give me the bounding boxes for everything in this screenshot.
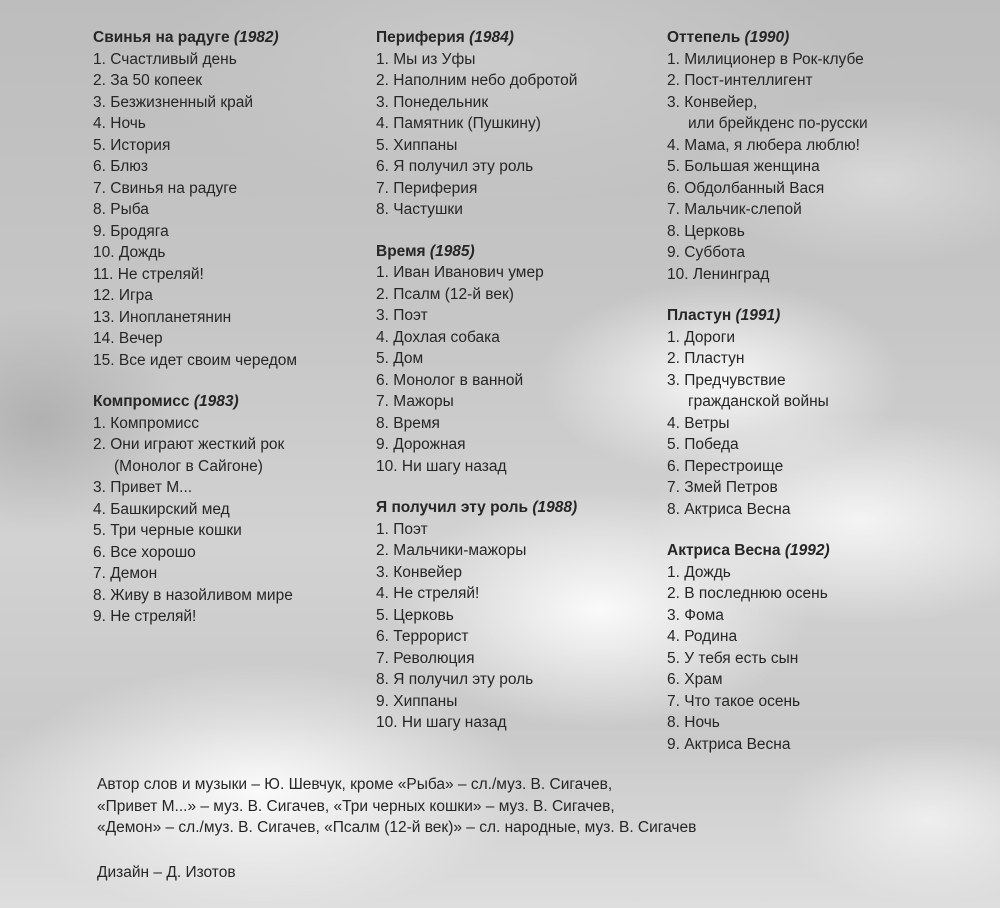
track-title: Компромисс xyxy=(110,414,200,432)
track-title: Мальчики-мажоры xyxy=(393,542,527,559)
track-item xyxy=(93,350,363,372)
track-number: 3. xyxy=(93,479,106,496)
track-item xyxy=(376,413,656,435)
track-item xyxy=(376,605,656,627)
track-item xyxy=(93,499,363,521)
credits-line: Автор слов и музыки – Ю. Шевчук, кроме «Рыба» – сл./муз. В. Сигачев, xyxy=(97,776,613,793)
track-title: Мама, я любера люблю! xyxy=(684,136,860,154)
track-item xyxy=(667,648,987,670)
track-item xyxy=(667,734,987,756)
track-item xyxy=(93,520,363,542)
album-year: (1982) xyxy=(233,29,279,46)
column-1 xyxy=(93,27,363,648)
design-credit: Дизайн – Д. Изотов xyxy=(97,864,236,881)
track-title: Памятник (Пушкину) xyxy=(393,115,541,132)
track-item xyxy=(376,92,656,114)
track-title-continued: или брейкденс по-русски xyxy=(688,115,868,132)
track-item xyxy=(667,669,987,691)
album-name: Время xyxy=(376,242,426,260)
track-item xyxy=(376,562,656,584)
track-item xyxy=(93,264,363,286)
track-number: 8. xyxy=(93,586,106,604)
album-title xyxy=(93,391,363,413)
track-title: Актриса Весна xyxy=(684,500,791,518)
track-title: В последнюю осень xyxy=(684,585,828,602)
track-number: 9. xyxy=(376,436,389,453)
track-item xyxy=(667,562,987,584)
track-number: 14. xyxy=(93,330,115,347)
track-title: Блюз xyxy=(110,158,149,175)
track-number: 10. xyxy=(93,244,115,261)
track-number: 13. xyxy=(93,308,115,326)
track-number: 6. xyxy=(667,179,680,197)
album-year: (1983) xyxy=(193,393,239,410)
album-title xyxy=(93,27,363,49)
track-title: Безжизненный край xyxy=(110,93,254,111)
track-title: Суббота xyxy=(684,244,745,261)
track-title: У тебя есть сын xyxy=(684,649,799,667)
track-number: 1. xyxy=(376,520,389,538)
track-item xyxy=(667,605,987,627)
album-year: (1991) xyxy=(735,307,781,324)
album-title xyxy=(376,241,656,263)
track-item xyxy=(667,348,987,370)
track-title: Конвейер, xyxy=(684,93,758,111)
track-item xyxy=(667,135,987,157)
track-item xyxy=(93,307,363,329)
track-item xyxy=(376,540,656,562)
track-title: Пластун xyxy=(684,350,745,367)
album-year: (1988) xyxy=(532,499,578,516)
column-2 xyxy=(376,27,656,754)
track-title: Не стреляй! xyxy=(393,585,480,602)
track-item xyxy=(93,413,363,435)
track-number: 15. xyxy=(93,351,115,369)
track-title: Вечер xyxy=(118,330,163,347)
track-number: 5. xyxy=(93,522,106,539)
track-number: 1. xyxy=(667,563,680,581)
track-number: 4. xyxy=(667,628,680,645)
album-name: Компромисс xyxy=(93,393,190,410)
track-number: 7. xyxy=(376,179,389,197)
track-number: 6. xyxy=(667,457,680,475)
track-title: Дороги xyxy=(684,328,736,346)
track-title: Понедельник xyxy=(393,93,489,111)
track-title: Хиппаны xyxy=(393,136,458,154)
track-title: Победа xyxy=(684,436,739,453)
album-block xyxy=(376,241,656,478)
track-title: Иван Иванович умер xyxy=(393,264,544,281)
track-number: 1. xyxy=(667,50,680,68)
track-title: Монолог в ванной xyxy=(393,371,524,389)
track-item xyxy=(667,499,987,521)
track-title: Бродяга xyxy=(110,222,169,240)
track-title: Ночь xyxy=(110,115,146,132)
track-item xyxy=(93,49,363,71)
album-block xyxy=(93,391,363,628)
track-title: Дом xyxy=(393,350,424,367)
track-number: 1. xyxy=(667,328,680,346)
track-title: Мы из Уфы xyxy=(393,50,476,68)
track-number: 3. xyxy=(376,563,389,581)
track-item xyxy=(376,370,656,392)
track-number: 9. xyxy=(667,244,680,261)
track-item xyxy=(376,391,656,413)
track-item xyxy=(376,348,656,370)
track-item xyxy=(93,156,363,178)
track-number: 6. xyxy=(376,371,389,389)
track-item xyxy=(376,284,656,306)
track-item xyxy=(667,242,987,264)
credits-block xyxy=(97,774,696,839)
track-title: Три черные кошки xyxy=(110,522,242,539)
track-item xyxy=(376,456,656,478)
track-number: 8. xyxy=(376,201,389,218)
track-title: Счастливый день xyxy=(110,50,237,68)
track-number: 8. xyxy=(667,714,680,731)
track-number: 4. xyxy=(376,328,389,346)
track-title: Время xyxy=(393,414,440,432)
album-name: Актриса Весна xyxy=(667,542,781,559)
track-title: Они играют жесткий рок xyxy=(110,436,285,453)
track-number: 7. xyxy=(93,565,106,582)
track-number: 10. xyxy=(376,457,398,475)
track-number: 3. xyxy=(667,93,680,111)
track-number: 8. xyxy=(667,500,680,518)
track-number: 5. xyxy=(667,158,680,175)
track-number: 9. xyxy=(667,735,680,753)
track-title: Змей Петров xyxy=(684,479,778,496)
track-number: 4. xyxy=(667,414,680,432)
track-item xyxy=(376,113,656,135)
track-title: Мажоры xyxy=(393,393,454,410)
track-title: Привет М... xyxy=(110,479,193,496)
track-title: Свинья на радуге xyxy=(110,179,238,197)
track-title: Рыба xyxy=(110,201,149,218)
track-item xyxy=(667,92,987,135)
track-number: 2. xyxy=(667,350,680,367)
track-number: 7. xyxy=(667,201,680,218)
track-item xyxy=(667,626,987,648)
track-title: Периферия xyxy=(393,179,478,197)
credits-line: «Привет М...» – муз. В. Сигачев, «Три черных кошки» – муз. В. Сигачев, xyxy=(97,797,615,815)
track-title: Милиционер в Рок-клубе xyxy=(684,50,864,68)
track-title: Что такое осень xyxy=(684,692,801,710)
track-number: 10. xyxy=(376,714,398,731)
track-item xyxy=(376,178,656,200)
track-number: 8. xyxy=(667,222,680,240)
album-year: (1992) xyxy=(784,542,830,559)
track-title-continued: (Монолог в Сайгоне) xyxy=(114,457,263,475)
track-title: Дождь xyxy=(684,563,731,581)
track-item xyxy=(376,434,656,456)
track-title: Дохлая собака xyxy=(393,328,500,346)
track-title: Церковь xyxy=(684,222,745,240)
track-item xyxy=(93,242,363,264)
track-title: Наполним небо добротой xyxy=(393,72,578,89)
track-title: История xyxy=(110,136,171,154)
track-item xyxy=(93,221,363,243)
track-number: 5. xyxy=(376,136,389,154)
track-title: Дождь xyxy=(118,244,166,261)
track-item xyxy=(376,691,656,713)
track-number: 4. xyxy=(93,115,106,132)
track-title: Обдолбанный Вася xyxy=(684,179,825,197)
track-title: Предчувствие xyxy=(684,371,786,389)
track-item xyxy=(93,477,363,499)
track-title: Поэт xyxy=(393,520,428,538)
album-title xyxy=(376,497,656,519)
album-block xyxy=(376,497,656,734)
track-item xyxy=(93,434,363,477)
track-number: 10. xyxy=(667,265,689,283)
track-title: Я получил эту роль xyxy=(393,158,534,175)
track-item xyxy=(376,712,656,734)
track-number: 9. xyxy=(376,692,389,710)
track-title: Церковь xyxy=(393,606,454,624)
track-title: Большая женщина xyxy=(684,158,820,175)
track-item xyxy=(667,178,987,200)
track-item xyxy=(376,199,656,221)
track-number: 6. xyxy=(93,543,106,561)
track-number: 4. xyxy=(376,585,389,602)
track-title: Родина xyxy=(684,628,738,645)
track-number: 2. xyxy=(667,585,680,602)
track-item xyxy=(93,135,363,157)
credits-line: «Демон» – сл./муз. В. Сигачев, «Псалм (12-й век)» – сл. народные, муз. В. Сигачев xyxy=(97,819,697,836)
track-title: Актриса Весна xyxy=(684,735,791,753)
track-title: Живу в назойливом мире xyxy=(110,586,293,604)
album-name: Свинья на радуге xyxy=(93,29,230,46)
album-name: Пластун xyxy=(667,307,732,324)
track-number: 7. xyxy=(376,649,389,667)
track-title: Частушки xyxy=(393,201,463,218)
track-item xyxy=(376,327,656,349)
album-title xyxy=(376,27,656,49)
track-title: Ленинград xyxy=(692,265,770,283)
track-item xyxy=(93,113,363,135)
album-name: Оттепель xyxy=(667,29,741,46)
track-item xyxy=(667,712,987,734)
track-title: Храм xyxy=(684,671,723,688)
track-title: Поэт xyxy=(393,307,428,324)
track-title: Инопланетянин xyxy=(118,308,232,326)
track-item xyxy=(376,583,656,605)
track-number: 2. xyxy=(376,542,389,559)
track-item xyxy=(376,626,656,648)
track-item xyxy=(667,434,987,456)
track-item xyxy=(93,542,363,564)
track-number: 4. xyxy=(376,115,389,132)
track-title: Пост-интеллигент xyxy=(684,72,813,89)
track-item xyxy=(667,221,987,243)
track-number: 2. xyxy=(93,72,106,89)
track-item xyxy=(376,262,656,284)
track-item xyxy=(93,328,363,350)
track-number: 4. xyxy=(93,500,106,518)
track-number: 7. xyxy=(376,393,389,410)
track-item xyxy=(376,648,656,670)
track-item xyxy=(93,285,363,307)
track-item xyxy=(93,178,363,200)
track-number: 5. xyxy=(667,649,680,667)
track-item xyxy=(667,456,987,478)
track-number: 3. xyxy=(376,93,389,111)
track-number: 1. xyxy=(376,264,389,281)
track-title: Не стреляй! xyxy=(110,608,197,625)
track-number: 6. xyxy=(376,628,389,645)
track-item xyxy=(667,199,987,221)
track-item xyxy=(93,92,363,114)
track-title: Ни шагу назад xyxy=(401,714,507,731)
track-item xyxy=(93,199,363,221)
track-item xyxy=(667,477,987,499)
album-title xyxy=(667,540,987,562)
track-item xyxy=(667,49,987,71)
track-title: Конвейер xyxy=(393,563,463,581)
track-number: 11. xyxy=(93,265,114,283)
track-number: 3. xyxy=(376,307,389,324)
track-item xyxy=(667,370,987,413)
track-title: Революция xyxy=(393,649,475,667)
track-title-continued: гражданской войны xyxy=(688,393,829,410)
track-item xyxy=(376,669,656,691)
track-number: 1. xyxy=(93,414,106,432)
album-year: (1984) xyxy=(469,29,514,46)
track-number: 9. xyxy=(93,608,106,625)
track-title: Террорист xyxy=(393,628,469,645)
track-item xyxy=(667,413,987,435)
track-item xyxy=(667,583,987,605)
track-item xyxy=(667,327,987,349)
track-number: 6. xyxy=(376,158,389,175)
track-number: 6. xyxy=(93,158,106,175)
track-number: 6. xyxy=(667,671,680,688)
track-item xyxy=(93,70,363,92)
album-block xyxy=(667,305,987,520)
track-title: Демон xyxy=(110,565,158,582)
track-title: Игра xyxy=(118,287,153,304)
track-number: 4. xyxy=(667,136,680,154)
album-block xyxy=(667,27,987,285)
track-number: 8. xyxy=(93,201,106,218)
album-title xyxy=(667,305,987,327)
track-number: 12. xyxy=(93,287,115,304)
album-block xyxy=(376,27,656,221)
track-title: Перестроище xyxy=(684,457,784,475)
track-number: 5. xyxy=(667,436,680,453)
track-title: Башкирский мед xyxy=(110,500,230,518)
album-year: (1985) xyxy=(429,242,475,260)
album-name: Периферия xyxy=(376,29,465,46)
track-number: 2. xyxy=(376,285,389,303)
track-item xyxy=(376,305,656,327)
track-number: 2. xyxy=(667,72,680,89)
track-number: 8. xyxy=(376,414,389,432)
track-item xyxy=(93,606,363,628)
album-block xyxy=(667,540,987,755)
track-title: Хиппаны xyxy=(393,692,458,710)
album-block xyxy=(93,27,363,371)
track-item xyxy=(667,70,987,92)
track-title: Ветры xyxy=(684,414,730,432)
track-number: 2. xyxy=(93,436,106,453)
track-title: Все идет своим чередом xyxy=(118,351,298,369)
track-number: 3. xyxy=(667,606,680,624)
track-item xyxy=(667,156,987,178)
track-title: Мальчик-слепой xyxy=(684,201,802,218)
track-item xyxy=(667,691,987,713)
track-title: Псалм (12-й век) xyxy=(393,285,514,303)
track-title: Фома xyxy=(684,606,724,624)
track-title: За 50 копеек xyxy=(110,72,203,89)
track-title: Я получил эту роль xyxy=(393,671,534,688)
track-number: 7. xyxy=(667,692,680,710)
track-number: 1. xyxy=(376,50,389,68)
track-number: 3. xyxy=(667,371,680,389)
album-title xyxy=(667,27,987,49)
track-number: 3. xyxy=(93,93,106,111)
track-item xyxy=(376,519,656,541)
track-item xyxy=(376,70,656,92)
track-title: Ночь xyxy=(684,714,720,731)
track-number: 8. xyxy=(376,671,389,688)
track-item xyxy=(376,156,656,178)
track-number: 7. xyxy=(667,479,680,496)
track-item xyxy=(376,135,656,157)
track-title: Дорожная xyxy=(393,436,466,453)
track-number: 1. xyxy=(93,50,106,68)
track-item xyxy=(376,49,656,71)
album-name: Я получил эту роль xyxy=(376,499,529,516)
track-number: 5. xyxy=(376,606,389,624)
track-item xyxy=(93,563,363,585)
track-number: 7. xyxy=(93,179,106,197)
track-number: 5. xyxy=(93,136,106,154)
track-number: 5. xyxy=(376,350,389,367)
track-item xyxy=(667,264,987,286)
track-item xyxy=(93,585,363,607)
album-year: (1990) xyxy=(744,29,790,46)
track-number: 9. xyxy=(93,222,106,240)
track-title: Ни шагу назад xyxy=(401,457,507,475)
track-title: Все хорошо xyxy=(110,543,196,561)
track-number: 2. xyxy=(376,72,389,89)
track-title: Не стреляй! xyxy=(117,265,204,283)
column-3 xyxy=(667,27,987,775)
